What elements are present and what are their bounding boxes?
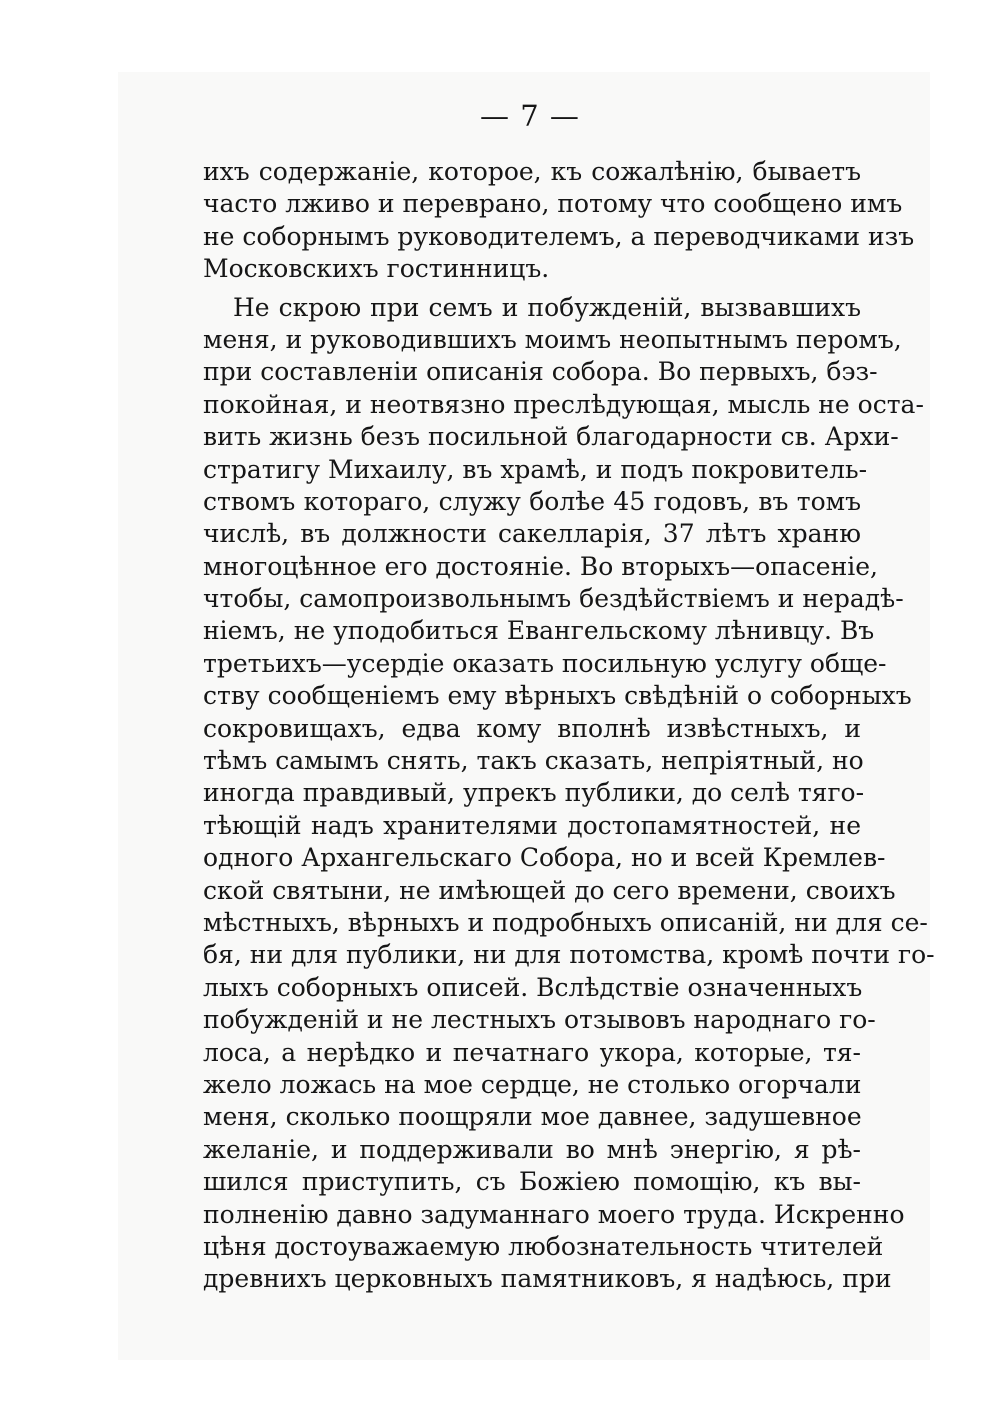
text-line: покойная, и неотвязно преслѣдующая, мысль не оста- — [203, 389, 924, 419]
text-line: иногда правдивый, упрекъ публики, до селѣ тяго- — [203, 778, 865, 808]
text-line: цѣня достоуважаемую любознательность чтителей — [203, 1231, 884, 1261]
text-line: полненію давно задуманнаго моего труда. Искренно — [203, 1199, 905, 1229]
text-line: числѣ, въ должности сакелларія, 37 лѣтъ храню — [203, 519, 861, 549]
paragraph-motives — [203, 292, 935, 1296]
text-line: ихъ содержаніе, которое, къ сожалѣнію, бываетъ — [203, 157, 861, 186]
paragraph-continuation — [203, 156, 915, 286]
text-line: лоса, а нерѣдко и печатнаго укора, которые, тя- — [203, 1037, 861, 1067]
text-line: ніемъ, не уподобиться Евангельскому лѣнивцу. Въ — [203, 616, 875, 646]
text-line: шился приступить, съ Божіею помощію, къ вы- — [203, 1167, 861, 1197]
text-line: побужденій и не лестныхъ отзывовъ народнаго го- — [203, 1005, 876, 1035]
text-line: ской святыни, не имѣющей до сего времени, своихъ — [203, 875, 896, 905]
text-line: при составленіи описанія собора. Во первыхъ, бэз- — [203, 357, 878, 387]
text-line: Московскихъ гостинницъ. — [203, 254, 550, 284]
text-line: одного Архангельскаго Собора, но и всей Кремлев- — [203, 843, 886, 873]
text-line: чтобы, самопроизвольнымъ бездѣйствіемъ и нерадѣ- — [203, 584, 904, 614]
text-line: лыхъ соборныхъ описей. Вслѣдствіе означенныхъ — [203, 972, 863, 1002]
text-line: ству сообщеніемъ ему вѣрныхъ свѣдѣній о соборныхъ — [203, 681, 912, 711]
text-line: часто лживо и переврано, потому что сообщено имъ — [203, 189, 903, 219]
text-line: меня, и руководившихъ моимъ неопытнымъ перомъ, — [203, 324, 902, 354]
text-line: тѣмъ самымъ снять, такъ сказать, непріятный, но — [203, 746, 864, 776]
text-line: жело ложась на мое сердце, не столько огорчали — [203, 1069, 862, 1099]
page-number: — 7 — — [480, 99, 580, 133]
text-line: вить жизнь безъ посильной благодарности св. Архи- — [203, 422, 899, 452]
text-line: третьихъ—усердіе оказать посильную услугу обще- — [203, 648, 887, 678]
text-line: бя, ни для публики, ни для потомства, кромѣ почти го- — [203, 940, 935, 970]
text-line: многоцѣнное его достояніе. Во вторыхъ—опасеніе, — [203, 551, 878, 581]
text-line: меня, сколько поощряли мое давнее, задушевное — [203, 1102, 862, 1132]
text-line: Не скрою при семъ и побужденій, вызвавшихъ — [233, 292, 861, 322]
text-line: ствомъ котораго, служу болѣе 45 годовъ, въ томъ — [203, 486, 861, 516]
text-line: желаніе, и поддерживали во мнѣ энергію, я рѣ- — [203, 1134, 861, 1164]
text-line: стратигу Михаилу, въ храмѣ, и подъ покровитель- — [203, 454, 868, 484]
text-line: тѣющій надъ хранителями достопамятностей, не — [203, 810, 861, 840]
body-text — [203, 156, 935, 1296]
text-line: древнихъ церковныхъ памятниковъ, я надѣюсь, при — [203, 1264, 892, 1294]
text-line: мѣстныхъ, вѣрныхъ и подробныхъ описаній, ни для се- — [203, 907, 928, 937]
text-line: не соборнымъ руководителемъ, а переводчиками изъ — [203, 221, 915, 251]
text-line: сокровищахъ, едва кому вполнѣ извѣстныхъ, и — [203, 713, 861, 743]
